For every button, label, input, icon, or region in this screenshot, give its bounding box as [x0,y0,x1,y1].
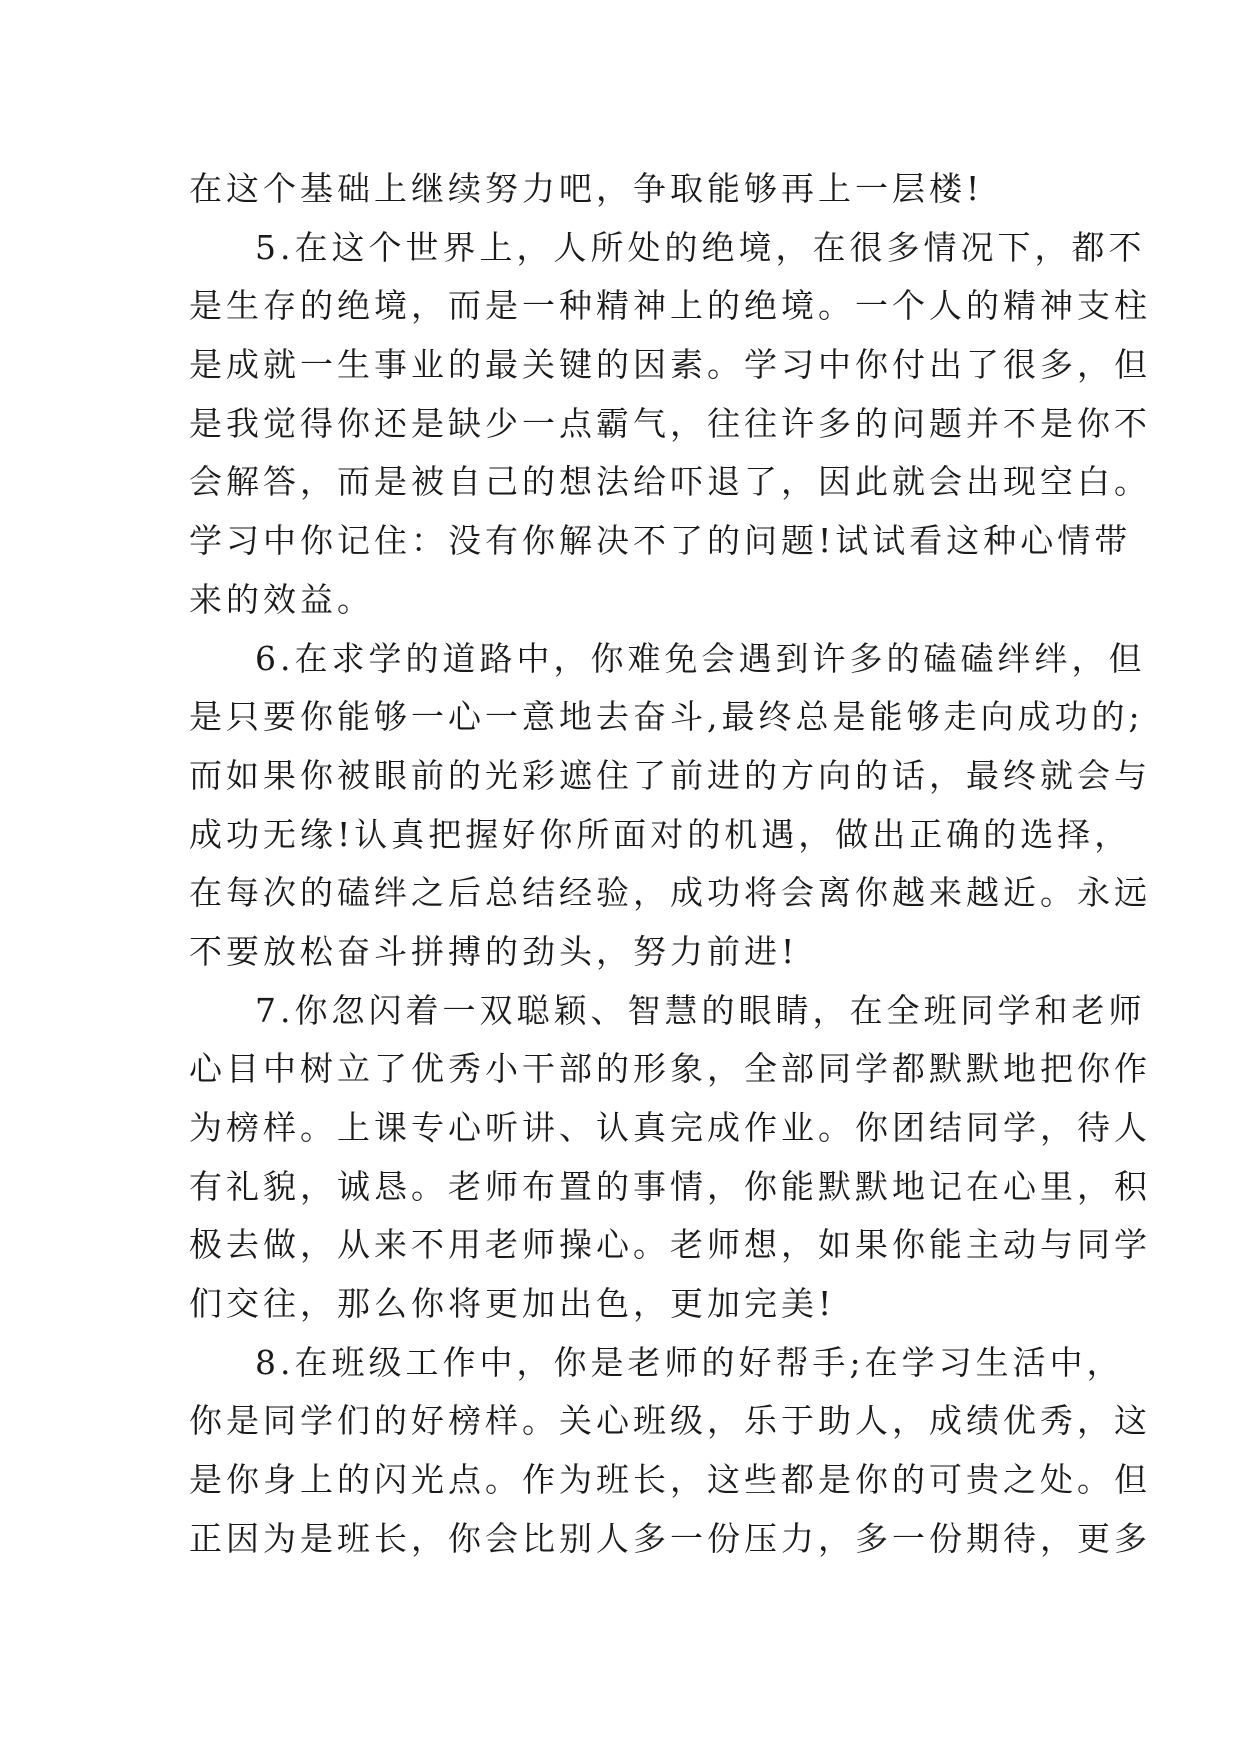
text-line: 你是同学们的好榜样。关心班级，乐于助人，成绩优秀，这 [189,1401,1151,1441]
text-line: 来的效益。 [189,579,374,619]
text-line: 学习中你记住：没有你解决不了的问题!试试看这种心情带 [189,521,1132,561]
text-line-paragraph-start: 7.你忽闪着一双聪颖、智慧的眼睛，在全班同学和老师 [255,990,1146,1030]
text-line: 有礼貌，诚恳。老师布置的事情，你能默默地记在心里，积 [189,1166,1151,1206]
text-line: 为榜样。上课专心听讲、认真完成作业。你团结同学，待人 [189,1108,1151,1147]
text-line: 们交往，那么你将更加出色，更加完美! [189,1284,836,1324]
text-line: 成功无缘!认真把握好你所面对的机遇，做出正确的选择， [189,814,1132,854]
text-line: 不要放松奋斗拼搏的劲头，努力前进! [189,931,799,971]
text-line: 是我觉得你还是缺少一点霸气，往往许多的问题并不是你不 [189,403,1151,443]
text-line: 正因为是班长，你会比别人多一份压力，多一份期待，更多 [189,1518,1151,1558]
text-line: 极去做，从来不用老师操心。老师想，如果你能主动与同学 [189,1225,1151,1265]
text-line-paragraph-start: 6.在求学的道路中，你难免会遇到许多的磕磕绊绊，但 [255,638,1146,678]
text-line-paragraph-start: 8.在班级工作中，你是老师的好帮手;在学习生活中， [255,1342,1124,1382]
text-line: 是成就一生事业的最关键的因素。学习中你付出了很多，但 [189,345,1151,385]
text-line: 是生存的绝境，而是一种精神上的绝境。一个人的精神支柱 [189,286,1151,326]
text-line: 会解答，而是被自己的想法给吓退了，因此就会出现空白。 [189,462,1151,502]
text-line: 在这个基础上继续努力吧，争取能够再上一层楼! [189,169,984,208]
text-line: 而如果你被眼前的光彩遮住了前进的方向的话，最终就会与 [189,755,1151,795]
text-line: 在每次的磕绊之后总结经验，成功将会离你越来越近。永远 [189,873,1151,913]
text-line: 是只要你能够一心一意地去奋斗,最终总是能够走向成功的; [189,697,1144,737]
text-line-paragraph-start: 5.在这个世界上，人所处的绝境，在很多情况下，都不 [255,227,1146,267]
document-body [189,160,1151,1569]
text-line: 心目中树立了优秀小干部的形象，全部同学都默默地把你作 [189,1049,1151,1089]
text-line: 是你身上的闪光点。作为班长，这些都是你的可贵之处。但 [189,1460,1151,1500]
